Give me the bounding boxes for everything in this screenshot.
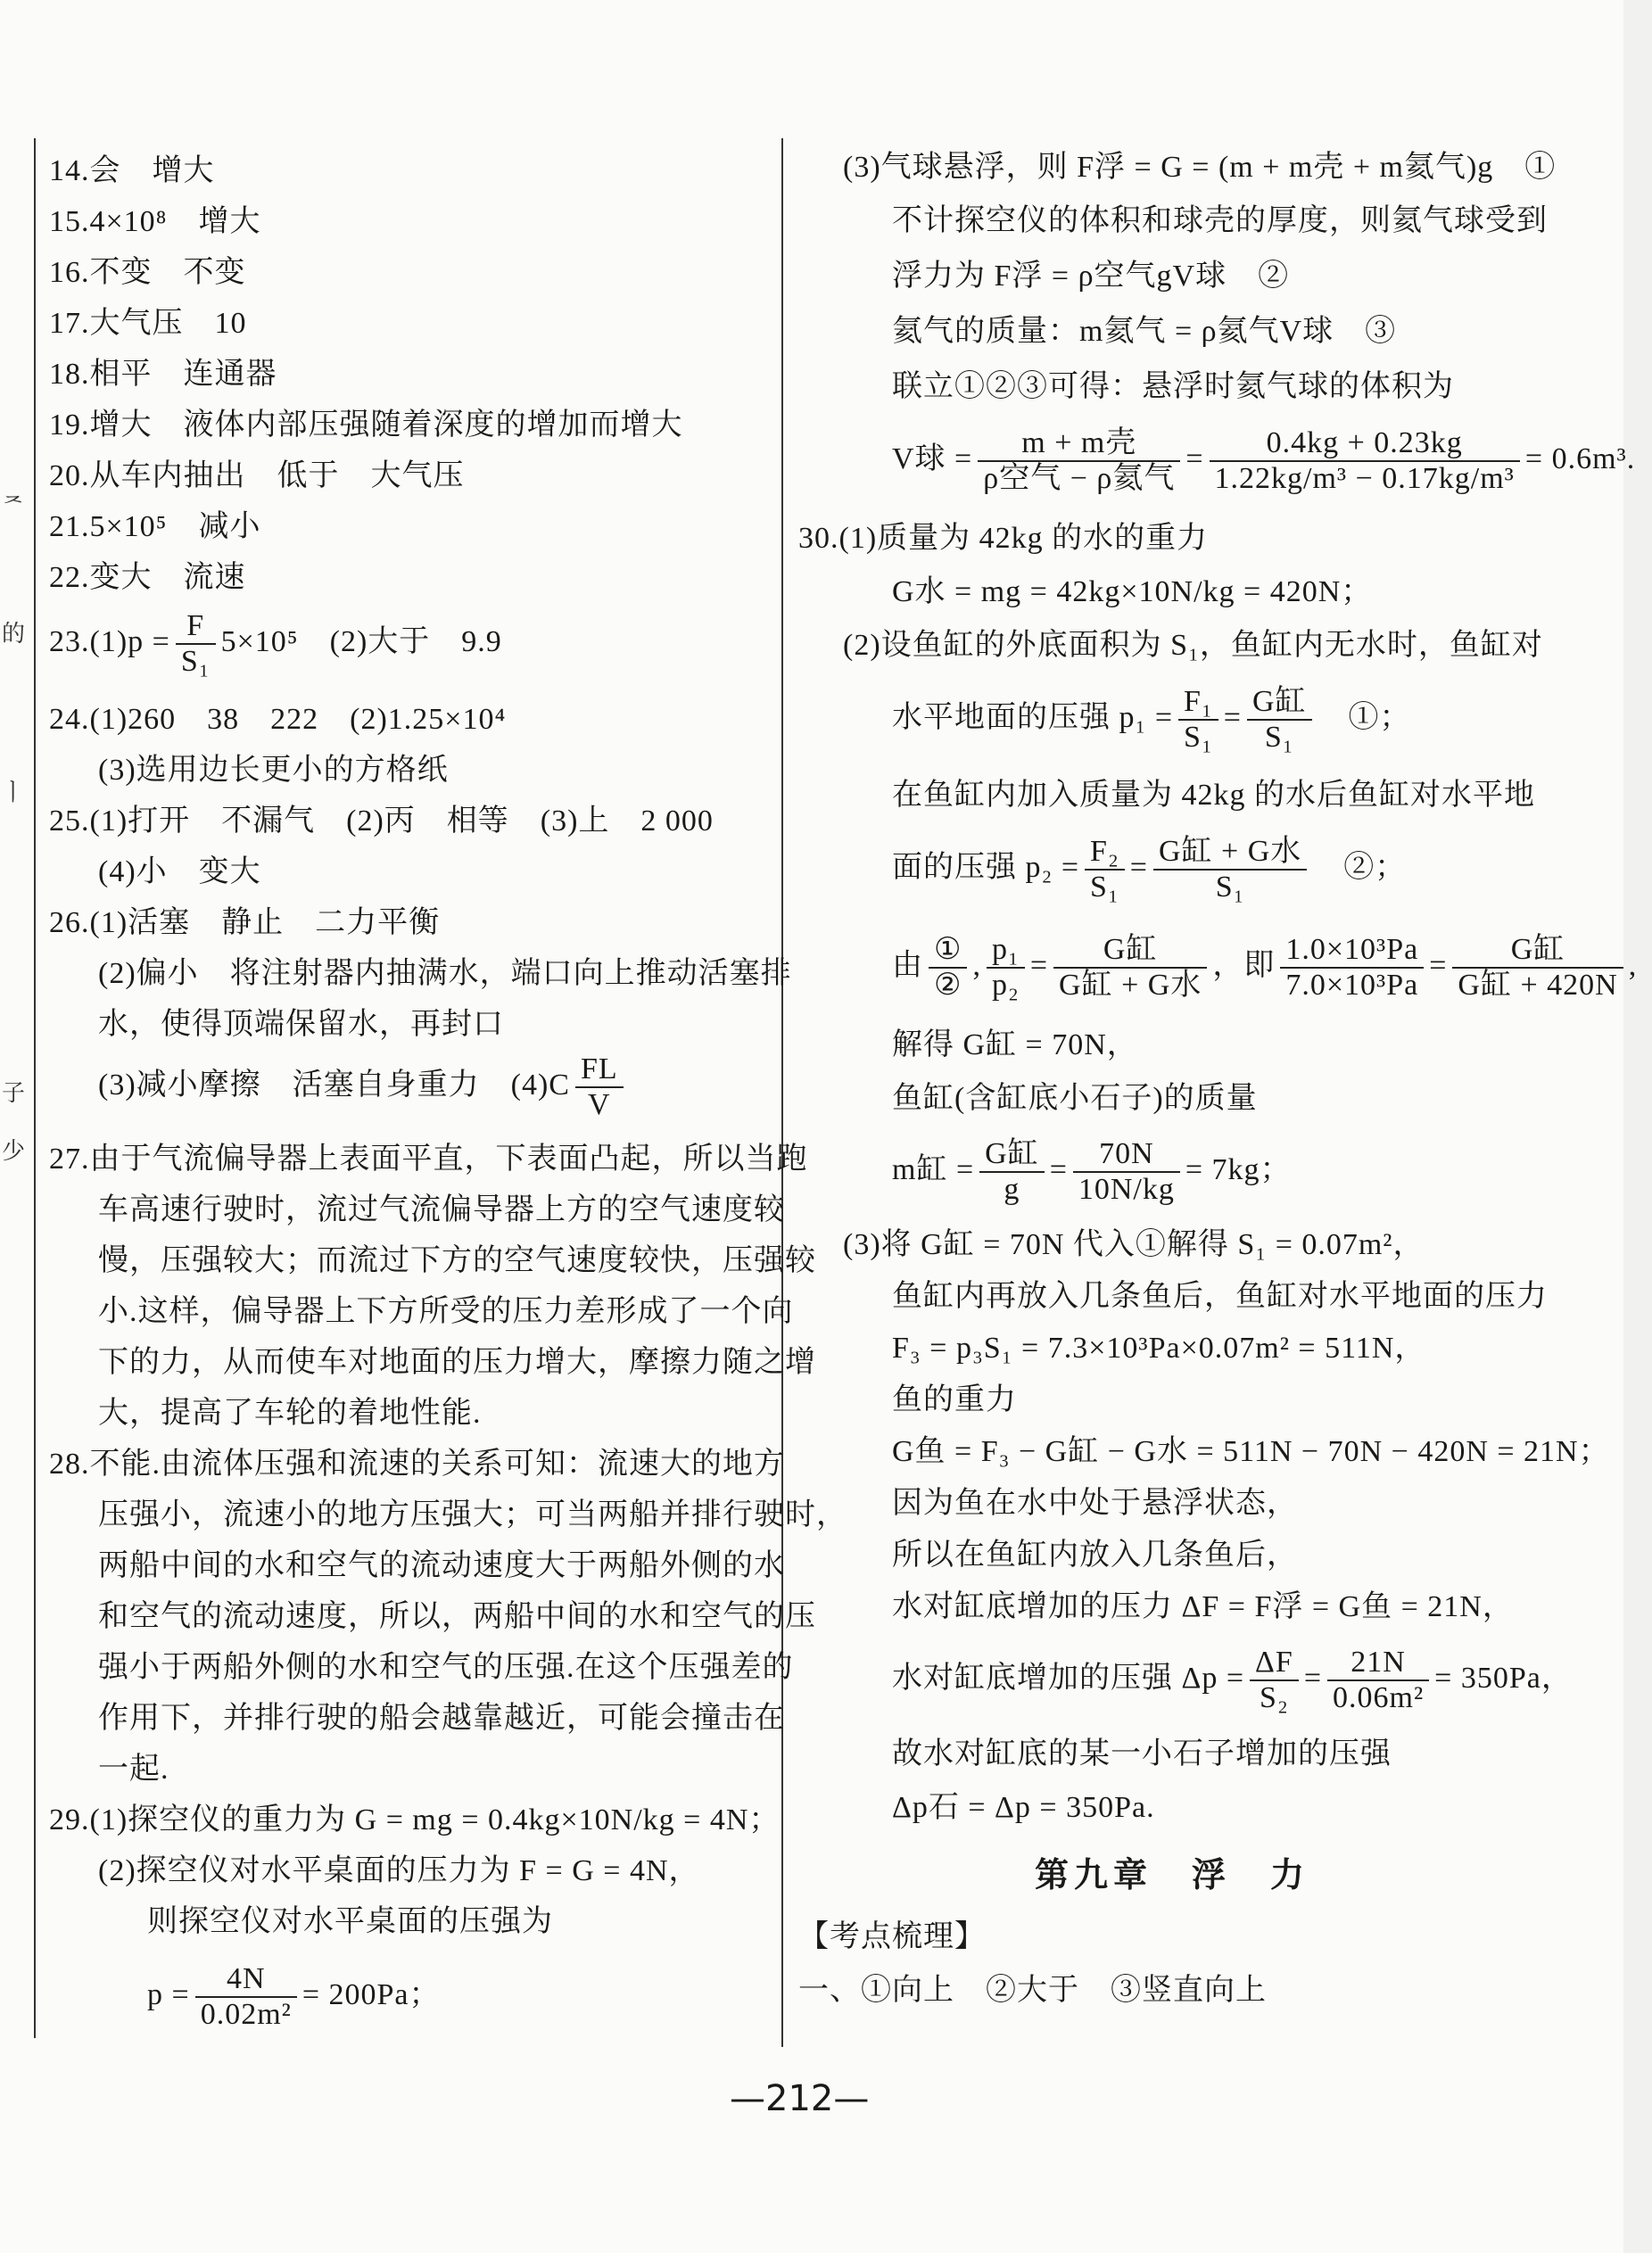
denominator: 0.02m² xyxy=(200,1998,292,2031)
denominator: S₁ xyxy=(1184,721,1213,754)
denominator: S₁ xyxy=(1090,871,1119,904)
answer-line: G鱼 = F₃ − G缸 − G水 = 511N − 70N − 420N = 21N； xyxy=(892,1435,1610,1468)
answer-line: 下的力，从而使车对地面的压力增大，摩擦力随之增 xyxy=(98,1346,816,1379)
answer-line: 20.从车内抽出 低于 大气压 xyxy=(49,459,465,492)
numerator: G缸 xyxy=(1247,685,1312,721)
numerator: 21N xyxy=(1327,1646,1429,1681)
answer-line: 氦气的质量：m氦气 = ρ氦气V球 ③ xyxy=(892,315,1397,348)
numerator: 70N xyxy=(1073,1137,1180,1173)
formula-text: 由 xyxy=(892,948,923,982)
fraction xyxy=(176,609,216,679)
numerator: 1.0×10³Pa xyxy=(1280,933,1424,969)
numerator: G缸 xyxy=(1053,933,1207,969)
numerator: ΔF xyxy=(1250,1646,1299,1681)
numerator: 4N xyxy=(195,1962,297,1998)
fraction xyxy=(979,1137,1045,1207)
answer-line: 两船中间的水和空气的流动速度大于两船外侧的水 xyxy=(98,1549,785,1582)
answer-line: 21.5×10⁵ 减小 xyxy=(49,510,261,543)
formula-text: (3)减小摩擦 活塞自身重力 (4)C xyxy=(98,1068,570,1102)
answer-line: 故水对缸底的某一小石子增加的压强 xyxy=(892,1737,1392,1770)
answer-line: (2)偏小 将注射器内抽满水，端口向上推动活塞排 xyxy=(98,957,792,990)
answer-line-formula: 水平地面的压强 p₁ = $\frac{\text{F₁}}{\text{S₁}}$ = $\frac{\text{G缸}}{\text{S₁}}$ ①； xyxy=(892,685,1411,754)
fraction xyxy=(1153,835,1307,904)
answer-line: G水 = mg = 42kg×10N/kg = 420N； xyxy=(892,575,1373,608)
edge-char: 子 xyxy=(2,1080,26,1106)
formula-text: = 350Pa， xyxy=(1434,1661,1573,1695)
numerator: F₁ xyxy=(1178,685,1218,721)
answer-line: 鱼缸内再放入几条鱼后，鱼缸对水平地面的压力 xyxy=(892,1280,1548,1313)
answer-line-formula xyxy=(147,1962,441,2032)
numerator: G缸 xyxy=(979,1137,1045,1173)
answer-line: 26.(1)活塞 静止 二力平衡 xyxy=(49,906,441,939)
denominator: g xyxy=(1004,1173,1020,1206)
answer-line: 慢，压强较大；而流过下方的空气速度较快，压强较 xyxy=(98,1244,816,1277)
answer-line: 强小于两船外侧的水和空气的压强.在这个压强差的 xyxy=(98,1651,794,1684)
edge-char: ㅣ xyxy=(2,780,25,805)
numerator: p₁ xyxy=(987,933,1025,969)
answer-line: 因为鱼在水中处于悬浮状态， xyxy=(892,1487,1298,1520)
answer-line: 解得 G缸 = 70N， xyxy=(892,1028,1138,1061)
formula-text: = xyxy=(1185,442,1204,475)
answer-line: (3)气球悬浮，则 F浮 = G = (m + m壳 + m氦气)g ① xyxy=(843,151,1557,184)
formula-text: 面的压强 p₂ = xyxy=(892,850,1080,884)
answer-line: 30.(1)质量为 42kg 的水的重力 xyxy=(798,522,1209,555)
fraction xyxy=(978,426,1180,496)
numerator: F xyxy=(176,609,216,645)
numerator: m + m壳 xyxy=(978,426,1180,462)
formula-text: V球 = xyxy=(892,442,973,475)
formula-text: 水平地面的压强 p₁ = xyxy=(892,700,1174,734)
answer-line-formula: m缸 = $\frac{\text{G缸}}{g}$ = $\frac{70N}{10N/kg}$ = 7kg； xyxy=(892,1137,1292,1206)
fraction xyxy=(1247,685,1312,755)
answer-line: 鱼缸(含缸底小石子)的质量 xyxy=(892,1082,1258,1115)
formula-text: 水对缸底增加的压强 Δp = xyxy=(892,1661,1245,1695)
fraction xyxy=(1452,933,1623,1003)
left-margin-rule xyxy=(34,138,36,2038)
answer-line: 16.不变 不变 xyxy=(49,256,246,289)
answer-line-formula xyxy=(892,426,1635,496)
edge-char: ᄌ xyxy=(2,494,25,520)
answer-line: 17.大气压 10 xyxy=(49,307,247,340)
answer-line-formula: 面的压强 p₂ = $\frac{\text{F₂}}{\text{S₁}}$ = $\frac{\text{G缸 + G水}}{\text{S₁}}$ ②； xyxy=(892,835,1407,904)
answer-line: (3)选用边长更小的方格纸 xyxy=(98,754,449,787)
answer-line: 水对缸底增加的压力 ΔF = F浮 = G鱼 = 21N， xyxy=(892,1590,1514,1623)
answer-line: 15.4×10⁸ 增大 xyxy=(49,205,261,238)
formula-text: = 200Pa； xyxy=(301,1977,441,2011)
numerator: FL xyxy=(575,1052,624,1088)
formula-text: p = xyxy=(147,1977,190,2011)
answer-line: 车高速行驶时，流过气流偏导器上方的空气速度较 xyxy=(98,1193,785,1226)
fraction xyxy=(1280,933,1424,1003)
answer-line: 所以在鱼缸内放入几条鱼后， xyxy=(892,1539,1298,1572)
answer-line: 一起. xyxy=(98,1753,169,1786)
answer-line: (4)小 变大 xyxy=(98,855,261,888)
answer-line: 水，使得顶端保留水，再封口 xyxy=(98,1008,504,1041)
denominator: ρ空气 − ρ氦气 xyxy=(983,462,1176,495)
answer-line: 25.(1)打开 不漏气 (2)丙 相等 (3)上 2 000 xyxy=(49,805,714,838)
fraction xyxy=(1073,1137,1180,1207)
column-divider xyxy=(781,138,783,2047)
fraction xyxy=(987,933,1025,1003)
answer-line: 大，提高了车轮的着地性能. xyxy=(98,1397,482,1430)
fraction xyxy=(1327,1646,1429,1715)
numerator: G缸 xyxy=(1452,933,1623,969)
answer-line: 27.由于气流偏导器上表面平直，下表面凸起，所以当跑 xyxy=(49,1143,808,1176)
answer-line: 在鱼缸内加入质量为 42kg 的水后鱼缸对水平地 xyxy=(892,779,1535,812)
denominator: V xyxy=(588,1088,611,1121)
denominator: 7.0×10³Pa xyxy=(1285,969,1419,1002)
formula-text: = 0.6m³. xyxy=(1524,442,1636,475)
fraction xyxy=(1085,835,1125,904)
denominator: S₁ xyxy=(1264,721,1294,754)
denominator: S₁ xyxy=(1215,871,1245,904)
answer-line: 浮力为 F浮 = ρ空气gV球 ② xyxy=(892,260,1290,293)
denominator: 10N/kg xyxy=(1078,1173,1175,1206)
fraction xyxy=(195,1962,297,2032)
denominator: 1.22kg/m³ − 0.17kg/m³ xyxy=(1214,462,1515,495)
answer-line-formula: 水对缸底增加的压强 Δp = $\frac{\Delta F}{\text{S₂}}$ = $\frac{21N}{\text{0.06m²}}$ = 350Pa， xyxy=(892,1646,1573,1714)
fraction xyxy=(1178,685,1218,755)
denominator: S₁ xyxy=(180,645,211,678)
answer-line: F₃ = p₃S₁ = 7.3×10³Pa×0.07m² = 511N， xyxy=(892,1332,1426,1365)
answer-line: 28.不能.由流体压强和流速的关系可知：流速大的地方 xyxy=(49,1448,785,1481)
denominator: ② xyxy=(934,969,962,1002)
answer-line: Δp石 = Δp = 350Pa. xyxy=(892,1791,1155,1824)
fraction xyxy=(575,1052,624,1122)
answer-line: 29.(1)探空仪的重力为 G = mg = 0.4kg×10N/kg = 4N； xyxy=(49,1803,781,1836)
answer-line: 压强小，流速小的地方压强大；可当两船并排行驶时， xyxy=(98,1498,847,1531)
section-heading: 【考点梳理】 xyxy=(798,1920,986,1953)
denominator: 0.06m² xyxy=(1333,1681,1425,1714)
numerator: ① xyxy=(929,933,967,969)
answer-line-formula xyxy=(49,609,502,679)
denominator: G缸 + G水 xyxy=(1059,969,1202,1002)
answer-line: (3)将 G缸 = 70N 代入①解得 S₁ = 0.07m²， xyxy=(843,1228,1425,1261)
answer-line: 鱼的重力 xyxy=(892,1383,1017,1416)
chapter-title: 第九章 浮 力 xyxy=(1035,1855,1310,1894)
numerator: 0.4kg + 0.23kg xyxy=(1210,426,1520,462)
fraction xyxy=(1250,1646,1299,1715)
formula-text: ，即 xyxy=(1212,948,1276,982)
answer-line: (2)设鱼缸的外底面积为 S₁，鱼缸内无水时，鱼缸对 xyxy=(843,629,1543,662)
answer-line-formula xyxy=(98,1052,629,1122)
edge-char: 少 xyxy=(2,1138,26,1164)
numerator: G缸 + G水 xyxy=(1153,835,1307,871)
answer-line: 24.(1)260 38 222 (2)1.25×10⁴ xyxy=(49,703,507,736)
answer-line: 18.相平 连通器 xyxy=(49,358,277,391)
fraction xyxy=(1053,933,1207,1003)
answer-line: 19.增大 液体内部压强随着深度的增加而增大 xyxy=(49,409,683,442)
answer-line: 联立①②③可得：悬浮时氦气球的体积为 xyxy=(892,370,1454,403)
denominator: p₂ xyxy=(991,969,1020,1002)
answer-line: 小.这样，偏导器上下方所受的压力差形成了一个向 xyxy=(98,1295,794,1328)
answer-line: 一、①向上 ②大于 ③竖直向上 xyxy=(798,1974,1267,2007)
formula-text: ①； xyxy=(1348,700,1411,734)
fraction xyxy=(1210,426,1520,496)
answer-line: 则探空仪对水平桌面的压强为 xyxy=(147,1905,553,1938)
answer-line-formula: 由 $\frac{\text{①}}{\text{②}}$ , $\frac{\text{p₁}}{\text{p₂}}$ = $\frac{\text{G缸}}{\text{G缸 + G水}}$ ，即 $\frac{\text{1.0×10³Pa}}{\text{7.0×10³Pa}}$ = $\frac{\text{G缸}}{\text{G缸 + 420N}}$ , xyxy=(892,933,1638,1002)
answer-line: 不计探空仪的体积和球壳的厚度，则氦气球受到 xyxy=(892,204,1548,237)
formula-text: 5×10⁵ (2)大于 9.9 xyxy=(220,624,502,658)
fraction xyxy=(929,933,967,1003)
answer-line: 14.会 增大 xyxy=(49,154,215,187)
formula-text: ②； xyxy=(1343,850,1407,884)
answer-line: 22.变大 流速 xyxy=(49,561,246,594)
formula-text: m缸 = xyxy=(892,1152,975,1186)
formula-text: = 7kg； xyxy=(1185,1152,1292,1186)
formula-text: 23.(1)p = xyxy=(49,624,170,658)
numerator: F₂ xyxy=(1085,835,1125,871)
denominator: S₂ xyxy=(1260,1681,1289,1714)
page-number: —212— xyxy=(730,2078,870,2119)
answer-line: 和空气的流动速度，所以，两船中间的水和空气的压 xyxy=(98,1600,816,1633)
edge-char: 的 xyxy=(2,621,26,647)
answer-line: (2)探空仪对水平桌面的压力为 F = G = 4N， xyxy=(98,1854,700,1887)
answer-line: 作用下，并排行驶的船会越靠越近，可能会撞击在 xyxy=(98,1702,785,1735)
denominator: G缸 + 420N xyxy=(1458,969,1618,1002)
